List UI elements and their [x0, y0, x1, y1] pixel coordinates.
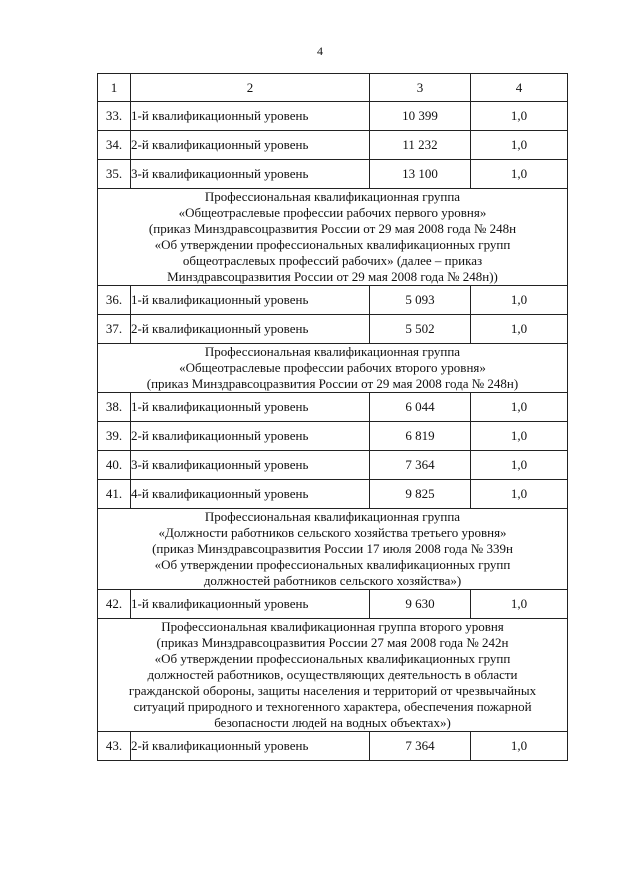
qualification-level: 4-й квалификационный уровень	[131, 480, 370, 509]
salary-value: 13 100	[370, 160, 471, 189]
group-header-row	[98, 344, 568, 393]
page-number: 4	[317, 44, 323, 58]
table-row	[98, 451, 568, 480]
group-line: должностей работников сельского хозяйства»)	[203, 573, 462, 588]
table-row	[98, 422, 568, 451]
table-body	[98, 74, 568, 761]
table-row	[98, 393, 568, 422]
group-line: общеотраслевых профессий рабочих» (далее – приказ	[182, 253, 483, 268]
group-line: Профессиональная квалификационная группа	[204, 344, 461, 359]
row-number: 41.	[98, 480, 131, 509]
coefficient-value: 1,0	[471, 131, 568, 160]
group-line: (приказ Минздравсоцразвития России от 29 мая 2008 года № 248н)	[146, 376, 519, 391]
salary-value: 10 399	[370, 102, 471, 131]
row-number: 34.	[98, 131, 131, 160]
table-header-row	[98, 74, 568, 102]
salary-value: 7 364	[370, 451, 471, 480]
header-cell-4: 4	[471, 74, 568, 102]
group-line: Профессиональная квалификационная группа	[204, 509, 461, 524]
group-line: гражданской обороны, защиты населения и территорий от чрезвычайных	[128, 683, 537, 698]
salary-value: 5 093	[370, 286, 471, 315]
group-line: «Должности работников сельского хозяйства третьего уровня»	[158, 525, 507, 540]
qualification-level: 1-й квалификационный уровень	[131, 102, 370, 131]
coefficient-value: 1,0	[471, 480, 568, 509]
qualification-level: 1-й квалификационный уровень	[131, 590, 370, 619]
group-description	[98, 189, 568, 286]
table-row	[98, 315, 568, 344]
coefficient-value: 1,0	[471, 315, 568, 344]
salary-value: 5 502	[370, 315, 471, 344]
group-line: безопасности людей на водных объектах»)	[214, 715, 451, 730]
group-line: (приказ Минздравсоцразвития России 27 мая 2008 года № 242н	[156, 635, 509, 650]
group-line: Профессиональная квалификационная группа второго уровня	[161, 619, 504, 634]
group-line: «Об утверждении профессиональных квалификационных групп	[154, 237, 511, 252]
qualification-level: 1-й квалификационный уровень	[131, 393, 370, 422]
row-number: 39.	[98, 422, 131, 451]
qualification-level: 3-й квалификационный уровень	[131, 160, 370, 189]
coefficient-value: 1,0	[471, 286, 568, 315]
group-line: должностей работников, осуществляющих деятельность в области	[147, 667, 518, 682]
row-number: 42.	[98, 590, 131, 619]
coefficient-value: 1,0	[471, 451, 568, 480]
coefficient-value: 1,0	[471, 393, 568, 422]
row-number: 35.	[98, 160, 131, 189]
group-description	[98, 344, 568, 393]
header-cell-3: 3	[370, 74, 471, 102]
row-number: 43.	[98, 732, 131, 761]
coefficient-value: 1,0	[471, 590, 568, 619]
table-row	[98, 102, 568, 131]
table-row	[98, 131, 568, 160]
group-header-row	[98, 189, 568, 286]
group-line: (приказ Минздравсоцразвития России 17 июля 2008 года № 339н	[152, 541, 513, 556]
table-row	[98, 590, 568, 619]
coefficient-value: 1,0	[471, 422, 568, 451]
group-line: «Общеотраслевые профессии рабочих второго уровня»	[179, 360, 486, 375]
row-number: 37.	[98, 315, 131, 344]
group-line: (приказ Минздравсоцразвития России от 29 мая 2008 года № 248н	[148, 221, 517, 236]
group-line: «Об утверждении профессиональных квалификационных групп	[154, 557, 511, 572]
coefficient-value: 1,0	[471, 102, 568, 131]
qualification-level: 2-й квалификационный уровень	[131, 422, 370, 451]
row-number: 33.	[98, 102, 131, 131]
salary-value: 11 232	[370, 131, 471, 160]
row-number: 38.	[98, 393, 131, 422]
salary-value: 9 825	[370, 480, 471, 509]
qualification-level: 2-й квалификационный уровень	[131, 315, 370, 344]
salary-value: 7 364	[370, 732, 471, 761]
table-row	[98, 286, 568, 315]
row-number: 40.	[98, 451, 131, 480]
salary-value: 6 044	[370, 393, 471, 422]
group-description	[98, 509, 568, 590]
row-number: 36.	[98, 286, 131, 315]
group-line: Профессиональная квалификационная группа	[204, 189, 461, 204]
qualification-level: 1-й квалификационный уровень	[131, 286, 370, 315]
qualification-level: 3-й квалификационный уровень	[131, 451, 370, 480]
table-row	[98, 480, 568, 509]
group-header-row	[98, 509, 568, 590]
group-description	[98, 619, 568, 732]
qualification-level: 2-й квалификационный уровень	[131, 131, 370, 160]
salary-value: 9 630	[370, 590, 471, 619]
qualification-level: 2-й квалификационный уровень	[131, 732, 370, 761]
coefficient-value: 1,0	[471, 160, 568, 189]
header-cell-2: 2	[131, 74, 370, 102]
group-line: «Об утверждении профессиональных квалификационных групп	[154, 651, 511, 666]
table-row	[98, 732, 568, 761]
salary-value: 6 819	[370, 422, 471, 451]
group-line: «Общеотраслевые профессии рабочих первого уровня»	[178, 205, 487, 220]
salary-table	[97, 73, 568, 761]
table-row	[98, 160, 568, 189]
coefficient-value: 1,0	[471, 732, 568, 761]
group-line: Минздравсоцразвития России от 29 мая 2008 года № 248н))	[167, 269, 498, 284]
group-line: ситуаций природного и техногенного характера, обеспечения пожарной	[133, 699, 532, 714]
header-cell-1: 1	[98, 74, 131, 102]
group-header-row	[98, 619, 568, 732]
